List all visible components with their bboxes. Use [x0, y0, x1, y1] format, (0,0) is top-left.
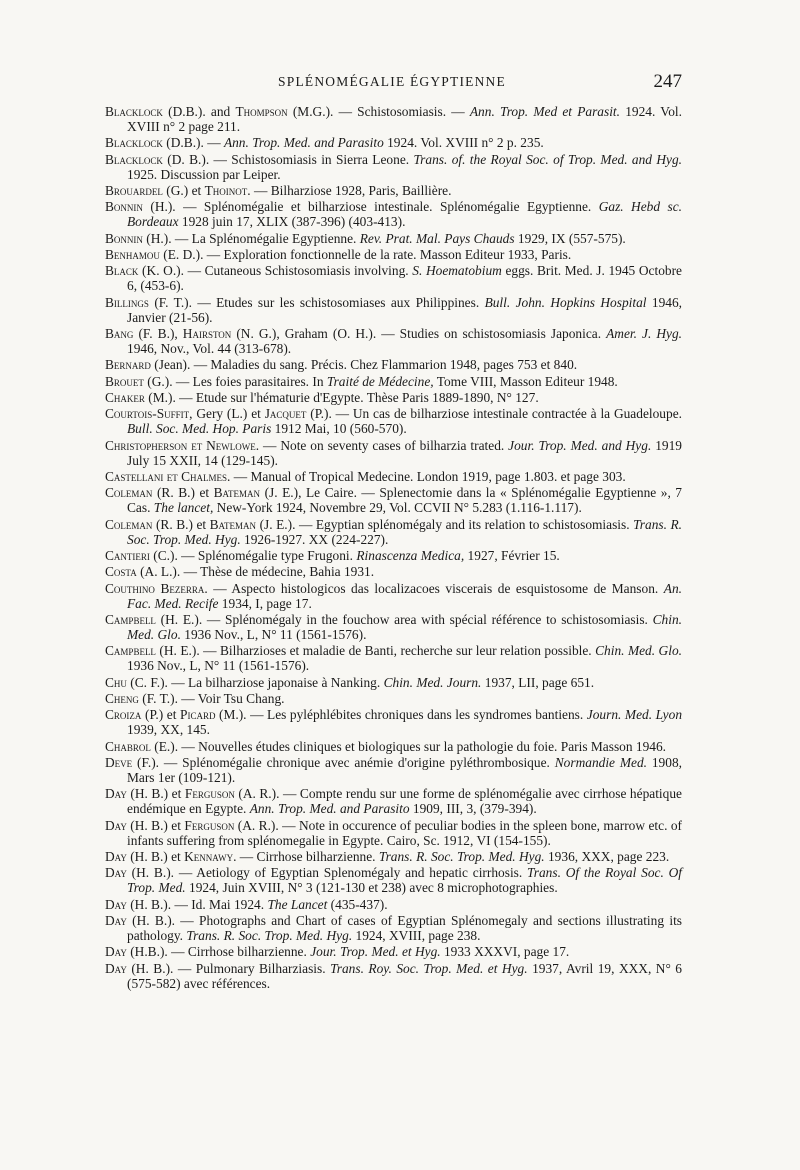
reference-details: 1924. Vol. XVIII n° 2 p. 235. [383, 135, 544, 151]
reference-text: (P.) et [141, 707, 180, 723]
bibliography-list [105, 104, 682, 992]
reference-author: Coleman [105, 516, 153, 532]
reference-text: (R. B.) et [152, 516, 210, 532]
reference-author: Brouardel [105, 183, 163, 199]
reference-entry [105, 199, 682, 229]
reference-details: 1924, XVIII, page 238. [352, 928, 481, 944]
reference-journal: Jour. Trop. Med. and Hyg. [508, 437, 652, 453]
reference-author: Chu [105, 674, 127, 690]
reference-text: (H. B.). — Photographs and Chart of cases of Egyptian Splénomegaly and sections illustrating its pathology. [126, 912, 682, 944]
reference-text: (H. B.). — Pulmonary Bilharziasis. [126, 960, 331, 976]
reference-details: 1937, Avril 19, XXX, N° 6 (575-582) avec références. [127, 960, 682, 991]
reference-text: . — Manual of Tropical Medecine. London 1919, page 1.803. et page 303. [227, 468, 626, 484]
reference-entry [105, 944, 682, 959]
reference-journal: Trans. of. the Royal Soc. of Trop. Med. and Hyg. [413, 151, 682, 167]
reference-author: Cheng [105, 690, 139, 706]
reference-journal: Jour. Trop. Med. et Hyg. [310, 944, 441, 960]
reference-text: (A. L.). — Thèse de médecine, Bahia 1931. [136, 564, 375, 580]
reference-entry [105, 357, 682, 372]
reference-entry [105, 485, 682, 515]
reference-author: Benhamou [105, 246, 160, 262]
reference-entry [105, 469, 682, 484]
running-head [102, 71, 682, 95]
reference-author: Blacklock [105, 135, 163, 151]
reference-text: (C. F.). — La bilharziose japonaise à Nanking. [126, 674, 384, 690]
reference-details: 1925. Discussion par Leiper. [127, 166, 281, 182]
reference-entry [105, 135, 682, 150]
reference-entry [105, 643, 682, 673]
reference-author: Chaker [105, 389, 145, 405]
reference-entry [105, 390, 682, 405]
reference-text: . — Bilharziose 1928, Paris, Baillière. [247, 183, 452, 199]
reference-coauthor: Ferguson [184, 817, 235, 833]
reference-details: 1934, I, page 17. [218, 595, 312, 611]
reference-coauthor: Ferguson [184, 786, 235, 802]
reference-text: . — Aspecto histologicos das localizacoes viscerais de esquistosome de Manson. [204, 580, 664, 596]
reference-text: (D. B.). — Schistosomiasis in Sierra Leone. [162, 151, 414, 167]
reference-entry [105, 152, 682, 182]
reference-entry [105, 517, 682, 547]
reference-author: Bang [105, 326, 134, 341]
reference-journal: Amer. J. Hyg. [606, 326, 682, 341]
reference-text: (R. B.) et [152, 485, 214, 501]
reference-text: (H. B.). — Id. Mai 1924. [126, 896, 268, 912]
reference-entry [105, 326, 682, 356]
reference-journal: Trans. Of the Royal Soc. Of Trop. Med. [127, 865, 682, 896]
reference-text: (H. E.). — Splénomégaly in the fouchow area with spécial référence to schistosomiasis. [155, 611, 653, 627]
reference-text: (C.). — Splénomégalie type Frugoni. [149, 548, 357, 563]
reference-coauthor: Picard [180, 707, 216, 723]
reference-author: Campbell [105, 611, 156, 627]
reference-text: , Gery (L.) et [189, 406, 265, 422]
reference-text: (M.G.). — Schistosomiasis. — [287, 104, 470, 119]
page-number: 247 [653, 71, 682, 92]
reference-details: 1929, IX (557-575). [514, 230, 626, 246]
reference-entry [105, 913, 682, 943]
reference-text: (F.). — Splénomégalie chronique avec anémie d'origine pyléthrombosique. [132, 754, 555, 770]
reference-entry [105, 849, 682, 864]
reference-text: (M.). — Les pyléphlébites chroniques dans les syndromes bantiens. [215, 707, 587, 723]
reference-coauthor: Bateman [209, 516, 257, 532]
reference-text: (J. E.), Le Caire. — Splenectomie dans la « Splénomégalie Egyptienne », 7 Cas. [127, 485, 682, 516]
reference-author: Coleman [105, 485, 153, 501]
reference-journal: Gaz. Hebd sc. Bordeaux [127, 199, 682, 230]
reference-text: (H.B.). — Cirrhose bilharzienne. [126, 944, 311, 960]
reference-entry [105, 374, 682, 389]
reference-details: 1908, Mars 1er (109-121). [127, 754, 682, 785]
reference-entry [105, 263, 682, 293]
reference-coauthor: Bateman [213, 485, 261, 501]
reference-text: (F. T.). — Etudes sur les schistosomiases aux Philippines. [148, 294, 485, 310]
reference-text: (E. D.). — Exploration fonctionnelle de la rate. Masson Editeur 1933, Paris. [159, 246, 572, 262]
reference-author: Day [105, 912, 127, 928]
reference-author: Courtois-Suffit [105, 406, 190, 422]
reference-coauthor: Hairston [182, 326, 232, 341]
reference-author: Cantieri [105, 548, 150, 563]
reference-text: (F. B.), [133, 326, 183, 341]
reference-author: Day [105, 849, 127, 865]
reference-author: Bonnin [105, 199, 143, 215]
reference-coauthor: Thompson [235, 104, 288, 119]
reference-details: 1912 Mai, 10 (560-570). [271, 421, 407, 437]
reference-entry [105, 104, 682, 134]
reference-author: Day [105, 817, 127, 833]
reference-journal: Rev. Prat. Mal. Pays Chauds [359, 230, 515, 246]
reference-journal: Rinascenza Medica, [356, 548, 465, 563]
reference-entry [105, 707, 682, 737]
reference-text: (J. E.). — Egyptian splénomégaly and its relation to schistosomiasis. [256, 516, 634, 532]
reference-entry [105, 786, 682, 816]
reference-entry [105, 818, 682, 848]
reference-journal: Trans. R. Soc. Trop. Med. Hyg. [378, 849, 545, 865]
reference-entry [105, 691, 682, 706]
reference-text: (A. R.). — Compte rendu sur une forme de splénomégalie avec cirrhose hépatique endémique en Egypte. [127, 786, 682, 817]
reference-text: (H. B.) et [126, 786, 185, 802]
reference-author: Chabrol [105, 738, 151, 754]
reference-text: (M.). — Etude sur l'hématurie d'Egypte. Thèse Paris 1889-1890, N° 127. [144, 389, 539, 405]
reference-author: Day [105, 896, 127, 912]
reference-text: (H. E.). — Bilharzioses et maladie de Banti, recherche sur leur relation possible. [155, 643, 596, 659]
reference-author: Blacklock [105, 151, 163, 167]
reference-text: (H. B.). — Aetiology of Egyptian Splenomégaly and hepatic cirrhosis. [126, 865, 528, 881]
reference-text: (P.). — Un cas de bilharziose intestinale contractée à la Guadeloupe. [306, 406, 682, 422]
reference-details: 1924, Juin XVIII, N° 3 (121-130 et 238) avec 8 microphotographies. [185, 880, 558, 896]
reference-author: Croiza [105, 707, 142, 723]
reference-journal: An. Fac. Med. Recife [127, 580, 682, 611]
reference-journal: Chin. Med. Glo. [595, 643, 682, 659]
reference-entry [105, 755, 682, 785]
reference-text: . — Cirrhose bilharzienne. [233, 849, 379, 865]
reference-author: Castellani et Chalmes [105, 468, 228, 484]
reference-author: Billings [105, 294, 149, 310]
reference-entry [105, 897, 682, 912]
reference-details: 1946, Nov., Vol. 44 (313-678). [127, 341, 292, 357]
reference-journal: Normandie Med. [554, 754, 647, 770]
reference-entry [105, 438, 682, 468]
reference-details: 1939, XX, 145. [127, 722, 210, 738]
reference-text: (G.) et [162, 183, 205, 199]
running-title: SPLÉNOMÉGALIE ÉGYPTIENNE [278, 74, 506, 89]
reference-author: Day [105, 786, 127, 802]
reference-text: (G.). — Les foies parasitaires. In [143, 373, 327, 389]
reference-details: 1933 XXXVI, page 17. [440, 944, 570, 960]
reference-entry [105, 231, 682, 246]
reference-journal: Ann. Trop. Med et Parasit. [469, 104, 620, 119]
reference-author: Blacklock [105, 104, 163, 119]
reference-author: Black [105, 263, 139, 279]
reference-coauthor: Jacquet [264, 406, 307, 422]
reference-journal: Traité de Médecine, [326, 373, 434, 389]
reference-details: 1924. Vol. XVIII n° 2 page 211. [127, 104, 682, 135]
reference-text: (E.). — Nouvelles études cliniques et biologiques sur la pathologie du foie. Paris Masson 1946. [150, 738, 667, 754]
reference-text: (K. O.). — Cutaneous Schistosomiasis involving. [138, 263, 413, 279]
reference-coauthor: Kennawy [184, 849, 234, 865]
reference-author: Day [105, 865, 127, 881]
reference-details: eggs. Brit. Med. J. 1945 Octobre 6, (453-6). [127, 263, 682, 294]
reference-details: 1909, III, 3, (379-394). [409, 801, 537, 817]
reference-text: (H. B.) et [126, 817, 185, 833]
reference-author: Couthino Bezerra [105, 580, 205, 596]
reference-entry [105, 675, 682, 690]
reference-journal: Journ. Med. Lyon [586, 707, 683, 723]
reference-journal: Chin. Med. Journ. [383, 674, 482, 690]
reference-entry [105, 183, 682, 198]
reference-details: 1937, LII, page 651. [481, 674, 595, 690]
reference-entry [105, 865, 682, 895]
reference-details: 1919 July 15 XXII, 14 (129-145). [127, 437, 682, 468]
reference-text: (D.B.). — [162, 135, 224, 151]
reference-details: (435-437). [327, 896, 388, 912]
reference-text: (H.). — Splénomégalie et bilharziose intestinale. Splénomégalie Egyptienne. [142, 199, 599, 215]
reference-details: 1927, Février 15. [464, 548, 560, 563]
reference-entry [105, 739, 682, 754]
reference-details: Tome VIII, Masson Editeur 1948. [433, 373, 618, 389]
reference-details: 1946, Janvier (21-56). [127, 294, 683, 325]
reference-journal: Chin. Med. Glo. [127, 611, 682, 643]
reference-author: Day [105, 944, 127, 960]
reference-text: (D.B.). and [162, 104, 236, 119]
reference-journal: Trans. R. Soc. Trop. Med. Hyg. [127, 516, 682, 547]
reference-details: 1936, XXX, page 223. [544, 849, 670, 865]
reference-text: (H. B.) et [126, 849, 185, 865]
reference-author: Day [105, 960, 127, 976]
reference-author: Bernard [105, 357, 151, 373]
reference-text: . — Note on seventy cases of bilharzia trated. [255, 437, 509, 453]
reference-coauthor: Thoinot [204, 183, 248, 199]
reference-author: Brouet [105, 373, 144, 389]
reference-details: 1926-1927. XX (224-227). [240, 531, 389, 547]
reference-author: Costa [105, 564, 137, 580]
reference-journal: Bull. John. Hopkins Hospital [484, 294, 647, 310]
reference-journal: Trans. Roy. Soc. Trop. Med. et Hyg. [330, 960, 528, 976]
reference-author: Campbell [105, 643, 156, 659]
reference-entry [105, 581, 682, 611]
reference-entry [105, 548, 682, 563]
reference-details: New-York 1924, Novembre 29, Vol. CCVII N° 5.283 (1.116-1.117). [213, 500, 582, 516]
reference-entry [105, 961, 682, 991]
reference-text: (H.). — La Splénomégalie Egyptienne. [142, 230, 360, 246]
reference-text: (N. G.), Graham (O. H.). — Studies on schistosomiasis Japonica. [231, 326, 607, 341]
reference-author: Bonnin [105, 230, 143, 246]
reference-entry [105, 612, 682, 642]
reference-details: 1936 Nov., L, N° 11 (1561-1576). [127, 658, 310, 674]
reference-journal: Trans. R. Soc. Trop. Med. Hyg. [186, 928, 353, 944]
reference-journal: Ann. Trop. Med. and Parasito [249, 801, 410, 817]
reference-details: 1928 juin 17, XLIX (387-396) (403-413). [178, 214, 406, 230]
reference-journal: S. Hoematobium [412, 263, 502, 279]
reference-journal: The Lancet [267, 896, 328, 912]
reference-entry [105, 564, 682, 579]
reference-author: Christopherson et Newlowe [105, 437, 256, 453]
reference-entry [105, 295, 682, 325]
reference-journal: The lancet, [153, 500, 214, 516]
reference-author: Deve [105, 754, 133, 770]
reference-entry [105, 406, 682, 436]
reference-journal: Ann. Trop. Med. and Parasito [223, 135, 384, 151]
reference-text: (Jean). — Maladies du sang. Précis. Chez Flammarion 1948, pages 753 et 840. [150, 357, 578, 373]
reference-text: (F. T.). — Voir Tsu Chang. [138, 690, 285, 706]
reference-details: 1936 Nov., L, N° 11 (1561-1576). [180, 627, 367, 643]
reference-text: (A. R.). — Note in occurence of peculiar bodies in the spleen bone, marrow etc. of infants suffering from splénomegalie in Egypte. Cairo, Sc. 1912, VI (154-155). [127, 817, 682, 848]
reference-journal: Bull. Soc. Med. Hop. Paris [127, 421, 272, 437]
reference-entry [105, 247, 682, 262]
